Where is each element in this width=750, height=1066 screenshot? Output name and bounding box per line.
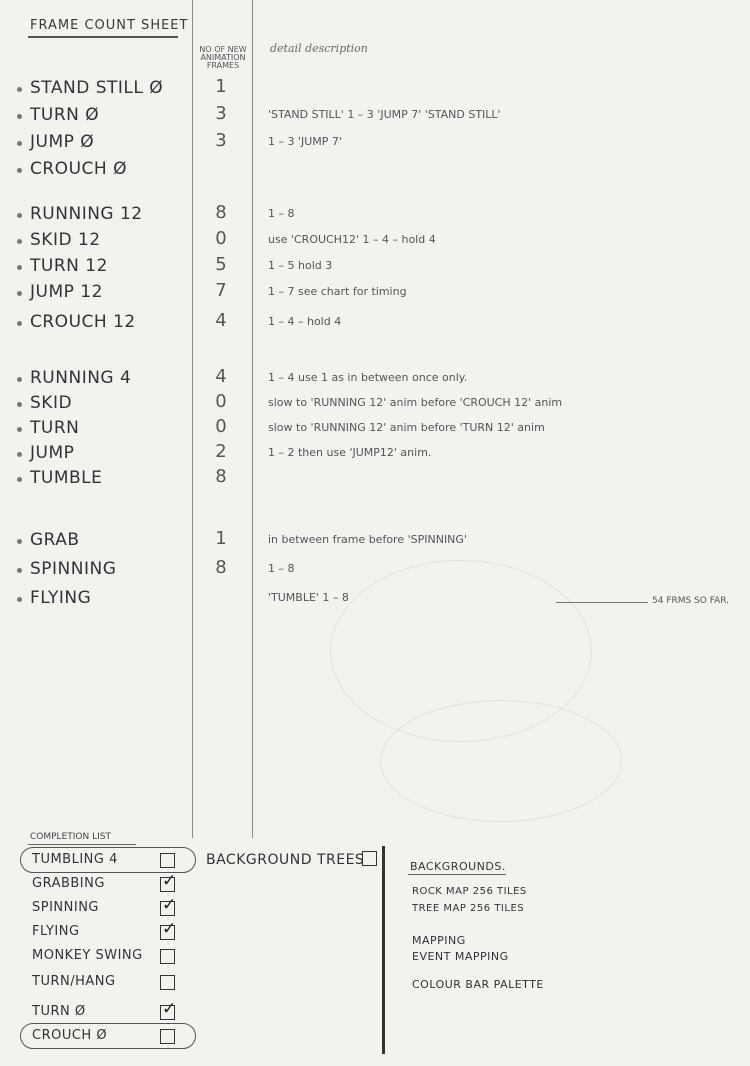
background-item: ROCK MAP 256 TILES (412, 886, 527, 897)
frame-count: 3 (215, 130, 227, 151)
detail-description: use 'CROUCH12' 1 – 4 – hold 4 (268, 233, 436, 246)
row-bullet (17, 597, 22, 602)
animation-name: SKID (30, 393, 73, 413)
running-total-note: 54 FRMS SO FAR. (652, 596, 730, 606)
animation-name: JUMP 12 (30, 282, 103, 302)
row-bullet (17, 477, 22, 482)
detail-description: 'STAND STILL' 1 – 3 'JUMP 7' 'STAND STILL' (268, 108, 501, 121)
animation-name: TURN (30, 418, 80, 438)
completion-checkbox[interactable] (160, 871, 177, 892)
completion-checkbox[interactable] (160, 1029, 175, 1044)
animation-name: FLYING (30, 588, 92, 608)
detail-description: in between frame before 'SPINNING' (268, 533, 467, 546)
row-bullet (17, 539, 22, 544)
animation-name: TURN 12 (30, 256, 108, 276)
frame-count: 1 (215, 528, 227, 549)
row-bullet (17, 402, 22, 407)
new-frames-header-line-3: FRAMES (206, 61, 240, 70)
animation-name: GRAB (30, 530, 80, 550)
animation-name: SPINNING (30, 559, 117, 579)
completion-checkbox[interactable] (160, 975, 175, 990)
row-bullet (17, 114, 22, 119)
completion-checkbox[interactable] (160, 919, 177, 940)
row-bullet (17, 452, 22, 457)
row-bullet (17, 377, 22, 382)
frame-count: 0 (215, 228, 227, 249)
description-header: detail description (270, 42, 368, 55)
frame-count: 3 (215, 103, 227, 124)
detail-description: 1 – 8 (268, 207, 295, 220)
left-column-rule (192, 0, 193, 838)
animation-name: RUNNING 12 (30, 204, 143, 224)
background-trees-label: BACKGROUND TREES (206, 852, 365, 868)
new-frames-header-line-2: ANIMATION (200, 53, 246, 62)
completion-item-label: TURN/HANG (32, 974, 116, 989)
completion-checkbox[interactable] (160, 895, 177, 916)
frame-count: 5 (215, 254, 227, 275)
completion-checkbox[interactable] (160, 999, 177, 1020)
detail-description: 1 – 2 then use 'JUMP12' anim. (268, 446, 432, 459)
row-bullet (17, 291, 22, 296)
new-frames-header-line-1: NO OF NEW (199, 45, 247, 54)
detail-description: 1 – 4 use 1 as in between once only. (268, 371, 468, 384)
completion-item-label: CROUCH Ø (32, 1028, 108, 1043)
middle-column-rule (252, 0, 253, 838)
completion-item-label: SPINNING (32, 900, 100, 915)
checkmark-icon: ✓ (162, 871, 177, 891)
row-bullet (17, 427, 22, 432)
detail-description: 1 – 5 hold 3 (268, 259, 333, 272)
new-frames-header (196, 46, 250, 70)
animation-name: TURN Ø (30, 105, 100, 125)
background-item: MAPPING (412, 934, 466, 947)
frame-count: 0 (215, 391, 227, 412)
background-item: TREE MAP 256 TILES (412, 903, 525, 914)
detail-description: slow to 'RUNNING 12' anim before 'CROUCH 12' anim (268, 396, 563, 409)
animation-name: TUMBLE (30, 468, 103, 488)
title-underline (28, 36, 178, 38)
completion-heading: COMPLETION LIST (30, 832, 111, 842)
animation-name: JUMP Ø (30, 132, 95, 152)
animation-name: CROUCH Ø (30, 159, 127, 179)
backgrounds-divider (382, 846, 385, 1054)
row-bullet (17, 239, 22, 244)
frame-count: 1 (215, 76, 227, 97)
checkmark-icon: ✓ (162, 919, 177, 939)
faint-sketch-2 (380, 700, 622, 822)
detail-description: slow to 'RUNNING 12' anim before 'TURN 12' anim (268, 421, 545, 434)
detail-description: 1 – 4 – hold 4 (268, 315, 342, 328)
frame-count: 0 (215, 416, 227, 437)
row-bullet (17, 87, 22, 92)
backgrounds-underline (408, 874, 506, 875)
row-bullet (17, 213, 22, 218)
animation-name: CROUCH 12 (30, 312, 136, 332)
completion-item-label: TUMBLING 4 (32, 852, 118, 867)
background-item: EVENT MAPPING (412, 950, 509, 963)
detail-description: 1 – 8 (268, 562, 295, 575)
running-total-line (556, 602, 648, 603)
checkmark-icon: ✓ (162, 895, 177, 915)
frame-count: 2 (215, 441, 227, 462)
sheet-title: FRAME COUNT SHEET (30, 18, 189, 33)
completion-checkbox[interactable] (160, 853, 175, 868)
row-bullet (17, 265, 22, 270)
frame-count: 8 (215, 466, 227, 487)
completion-item-label: TURN Ø (32, 1004, 86, 1019)
animation-name: RUNNING 4 (30, 368, 132, 388)
row-bullet (17, 168, 22, 173)
completion-item-label: GRABBING (32, 876, 105, 891)
row-bullet (17, 568, 22, 573)
frame-count: 4 (215, 366, 227, 387)
checkmark-icon: ✓ (162, 999, 177, 1019)
row-bullet (17, 141, 22, 146)
frame-count: 4 (215, 310, 227, 331)
background-trees-checkbox[interactable] (362, 851, 377, 866)
frame-count: 8 (215, 557, 227, 578)
backgrounds-heading: BACKGROUNDS. (410, 860, 506, 873)
animation-name: STAND STILL Ø (30, 78, 164, 98)
animation-name: SKID 12 (30, 230, 101, 250)
row-bullet (17, 321, 22, 326)
completion-underline (28, 844, 136, 845)
completion-checkbox[interactable] (160, 949, 175, 964)
animation-name: JUMP (30, 443, 75, 463)
detail-description: 1 – 3 'JUMP 7' (268, 135, 342, 148)
detail-description: 1 – 7 see chart for timing (268, 285, 407, 298)
completion-item-label: FLYING (32, 924, 80, 939)
frame-count: 7 (215, 280, 227, 301)
completion-item-label: MONKEY SWING (32, 948, 143, 963)
background-item: COLOUR BAR PALETTE (412, 978, 544, 991)
frame-count: 8 (215, 202, 227, 223)
detail-description: 'TUMBLE' 1 – 8 (268, 591, 349, 604)
